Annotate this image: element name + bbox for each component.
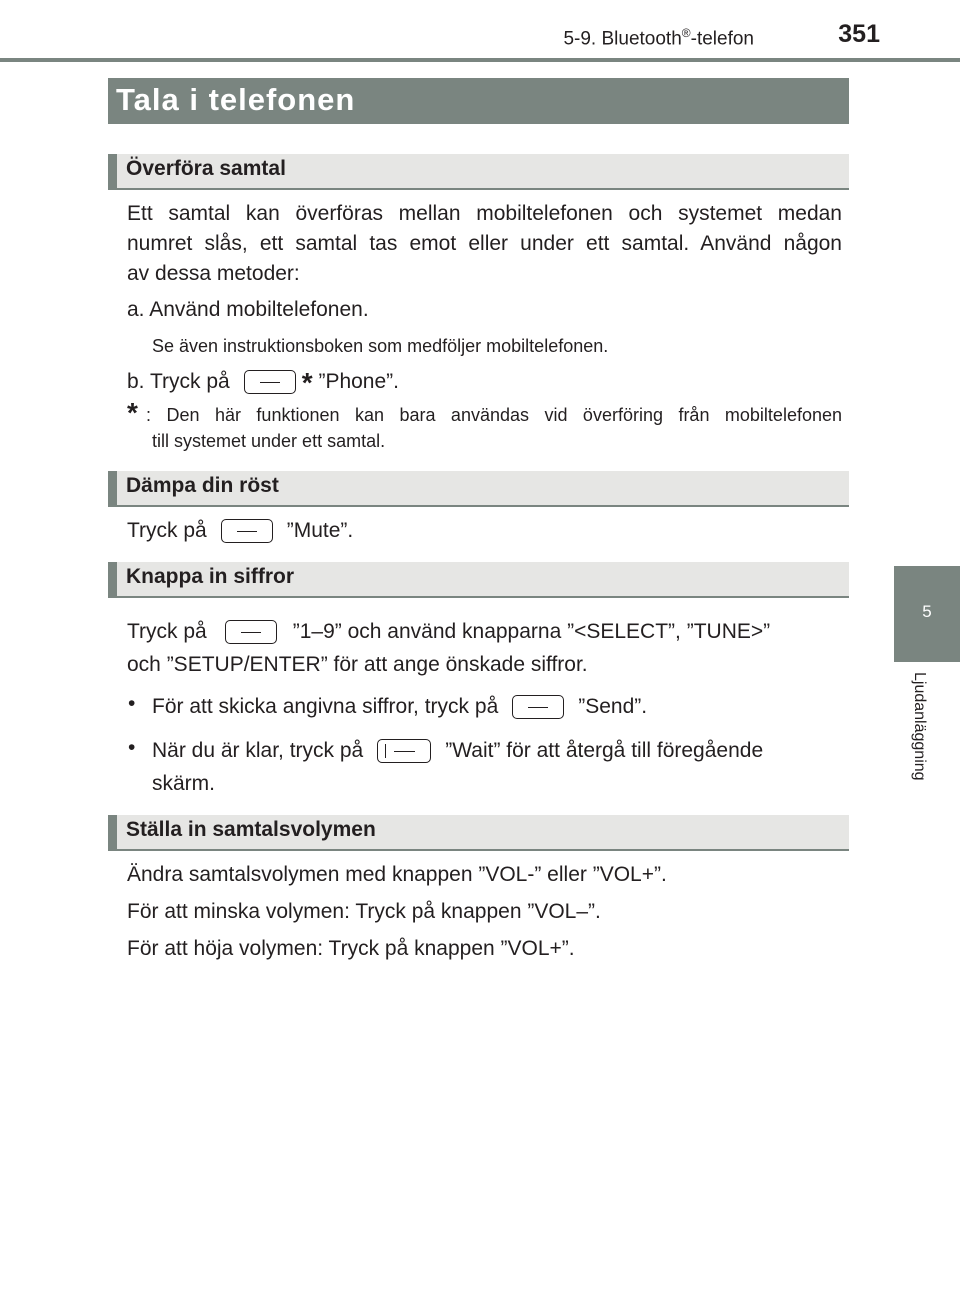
- s3-bullet-1-text: För att skicka angivna siffror, tryck på: [152, 695, 499, 718]
- s2-text-label: ”Mute”.: [286, 519, 354, 542]
- s1-option-b-label: ”Phone”.: [318, 370, 399, 393]
- chapter-tab: [894, 566, 960, 662]
- page-title: Tala i telefonen: [108, 78, 849, 124]
- footnote-line-1: : Den här funktionen kan bara användas vid överföring från mobiltelefonen: [146, 405, 842, 425]
- s1-option-a-note: Se även instruktionsboken som medföljer mobiltelefonen.: [152, 336, 609, 356]
- s2-text: [127, 516, 842, 546]
- footnote-line-2: till systemet under ett samtal.: [152, 431, 386, 451]
- s4-line-2: För att minska volymen: Tryck på knappen ”VOL–”.: [127, 900, 601, 923]
- s3-line-2: och ”SETUP/ENTER” för att ange önskade siffror.: [127, 653, 588, 676]
- s3-line-1: [127, 617, 842, 647]
- chapter-tab-label: Ljudanläggning: [911, 672, 928, 781]
- footnote-star: *: [127, 397, 138, 428]
- registered-mark: ®: [681, 26, 691, 40]
- s2-text-pre: Tryck på: [127, 519, 207, 542]
- digits-button-icon: [225, 620, 277, 644]
- chapter-tab-number: 5: [922, 602, 932, 621]
- s1-intro-line-3: av dessa metoder:: [127, 262, 300, 285]
- header-divider: [0, 58, 960, 62]
- s1-option-b-text: b. Tryck på: [127, 370, 230, 393]
- s3-line-1-post: ”1–9” och använd knapparna ”<SELECT”, ”TUNE>”: [292, 620, 771, 643]
- s3-line-1-pre: Tryck på: [127, 620, 207, 643]
- bullet-1-marker: •: [128, 692, 136, 715]
- s4-line-3: För att höja volymen: Tryck på knappen ”VOL+”.: [127, 937, 575, 960]
- phone-transfer-button-icon: [244, 370, 296, 394]
- mute-button-icon: [221, 519, 273, 543]
- s1-option-b: [127, 364, 842, 397]
- send-button-icon: [512, 695, 564, 719]
- s3-bullet-2-text: När du är klar, tryck på: [152, 739, 364, 762]
- s3-bullet-1-label: ”Send”.: [578, 695, 648, 718]
- s3-bullet-2-line-2: skärm.: [152, 772, 215, 795]
- s1-intro-line-1: Ett samtal kan överföras mellan mobiltelefonen och systemet medan: [127, 202, 842, 225]
- footnote-marker: *: [301, 367, 313, 398]
- header-section-title: [563, 26, 754, 50]
- s3-bullet-2-label: ”Wait” för att återgå till föregående: [445, 739, 764, 762]
- section-heading-transfer-call: Överföra samtal: [108, 154, 849, 190]
- s3-bullet-1: [152, 692, 842, 722]
- section-heading-enter-digits: Knappa in siffror: [108, 562, 849, 598]
- s1-option-a: a. Använd mobiltelefonen.: [127, 298, 369, 321]
- page-number: 351: [838, 20, 880, 48]
- s4-line-1: Ändra samtalsvolymen med knappen ”VOL-” eller ”VOL+”.: [127, 863, 667, 886]
- wait-button-icon: [377, 739, 431, 763]
- header-section-text: 5-9. Bluetooth: [563, 28, 682, 50]
- s1-intro-line-2: numret slås, ett samtal tas emot eller under ett samtal. Använd någon: [127, 232, 842, 255]
- section-heading-call-volume: Ställa in samtalsvolymen: [108, 815, 849, 851]
- s3-bullet-2: [152, 736, 842, 766]
- header-section-suffix: -telefon: [690, 28, 754, 50]
- section-heading-mute: Dämpa din röst: [108, 471, 849, 507]
- bullet-2-marker: •: [128, 736, 136, 759]
